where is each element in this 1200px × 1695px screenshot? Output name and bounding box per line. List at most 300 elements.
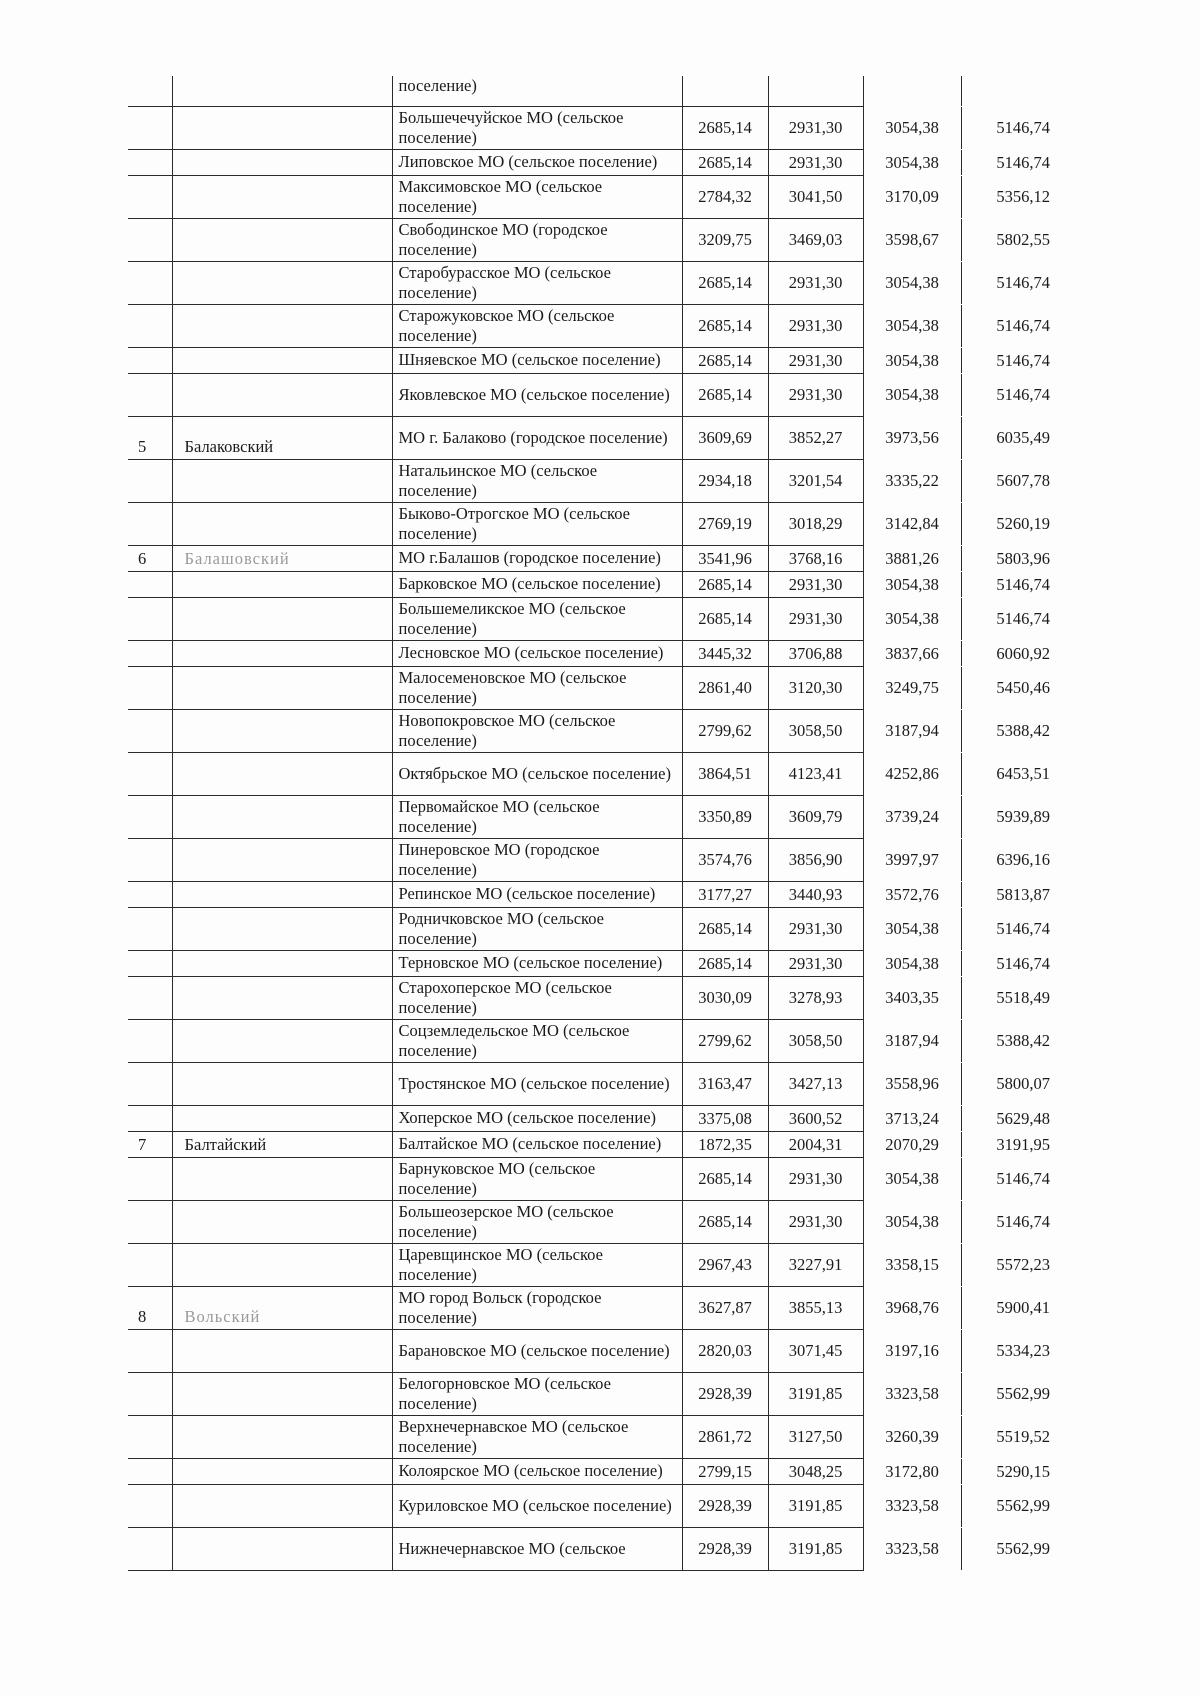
table-row bbox=[128, 459, 1056, 502]
municipality-name: Большемеликское МО (сельское поселение) bbox=[392, 597, 682, 640]
table-row bbox=[128, 76, 1056, 106]
value-cell-4: 5356,12 bbox=[961, 175, 1056, 218]
value-cell-4: 5803,96 bbox=[961, 545, 1056, 571]
value-cell-1: 2685,14 bbox=[682, 1200, 768, 1243]
district-name bbox=[172, 347, 392, 373]
table-row bbox=[128, 416, 1056, 459]
value-cell-4: 5334,23 bbox=[961, 1329, 1056, 1372]
district-name bbox=[172, 640, 392, 666]
value-cell-3: 3054,38 bbox=[863, 347, 961, 373]
value-cell-2: 2931,30 bbox=[768, 597, 863, 640]
district-name bbox=[172, 795, 392, 838]
municipality-name: Белогорновское МО (сельское поселение) bbox=[392, 1372, 682, 1415]
value-cell-3: 3054,38 bbox=[863, 1200, 961, 1243]
value-cell-4: 5146,74 bbox=[961, 1157, 1056, 1200]
table-row bbox=[128, 1286, 1056, 1329]
table-row bbox=[128, 950, 1056, 976]
district-name bbox=[172, 709, 392, 752]
value-cell-3: 3054,38 bbox=[863, 373, 961, 416]
table-row bbox=[128, 1019, 1056, 1062]
value-cell-3: 3323,58 bbox=[863, 1527, 961, 1570]
value-cell-3: 3968,76 bbox=[863, 1286, 961, 1329]
row-number bbox=[128, 218, 172, 261]
value-cell-2: 2004,31 bbox=[768, 1131, 863, 1157]
value-cell-1: 2685,14 bbox=[682, 571, 768, 597]
municipality-name: Пинеровское МО (городское поселение) bbox=[392, 838, 682, 881]
value-cell-4: 5388,42 bbox=[961, 1019, 1056, 1062]
district-name bbox=[172, 950, 392, 976]
municipality-name: Царевщинское МО (сельское поселение) bbox=[392, 1243, 682, 1286]
value-cell-1: 2934,18 bbox=[682, 459, 768, 502]
table-row bbox=[128, 1243, 1056, 1286]
row-number bbox=[128, 976, 172, 1019]
value-cell-1: 2769,19 bbox=[682, 502, 768, 545]
value-cell-1: 2799,62 bbox=[682, 1019, 768, 1062]
table-row bbox=[128, 709, 1056, 752]
value-cell-4: 5146,74 bbox=[961, 950, 1056, 976]
row-number bbox=[128, 175, 172, 218]
value-cell-2: 3127,50 bbox=[768, 1415, 863, 1458]
district-name bbox=[172, 838, 392, 881]
table-row bbox=[128, 218, 1056, 261]
value-cell-3: 3054,38 bbox=[863, 261, 961, 304]
table-row bbox=[128, 838, 1056, 881]
municipality-name: Яковлевское МО (сельское поселение) bbox=[392, 373, 682, 416]
value-cell-1: 3163,47 bbox=[682, 1062, 768, 1105]
value-cell-4: 5146,74 bbox=[961, 106, 1056, 149]
district-name bbox=[172, 881, 392, 907]
row-number bbox=[128, 1200, 172, 1243]
table-row bbox=[128, 1372, 1056, 1415]
value-cell-4: 5562,99 bbox=[961, 1527, 1056, 1570]
value-cell-4: 6060,92 bbox=[961, 640, 1056, 666]
municipality-name: Нижнечернавское МО (сельское bbox=[392, 1527, 682, 1570]
value-cell-2: 3058,50 bbox=[768, 709, 863, 752]
value-cell-4: 5813,87 bbox=[961, 881, 1056, 907]
row-number bbox=[128, 709, 172, 752]
district-name bbox=[172, 1329, 392, 1372]
district-name bbox=[172, 1527, 392, 1570]
row-number: 7 bbox=[128, 1131, 172, 1157]
value-cell-2: 3609,79 bbox=[768, 795, 863, 838]
value-cell-4: 5562,99 bbox=[961, 1372, 1056, 1415]
district-name bbox=[172, 666, 392, 709]
district-name: Вольский bbox=[172, 1286, 392, 1329]
value-cell-4: 5607,78 bbox=[961, 459, 1056, 502]
value-cell-2: 3469,03 bbox=[768, 218, 863, 261]
municipality-name: Натальинское МО (сельское поселение) bbox=[392, 459, 682, 502]
value-cell-1: 2685,14 bbox=[682, 106, 768, 149]
row-number bbox=[128, 1372, 172, 1415]
value-cell-1: 2685,14 bbox=[682, 1157, 768, 1200]
value-cell-3: 3054,38 bbox=[863, 597, 961, 640]
value-cell-4: 5146,74 bbox=[961, 907, 1056, 950]
row-number bbox=[128, 149, 172, 175]
row-number bbox=[128, 838, 172, 881]
row-number bbox=[128, 347, 172, 373]
municipality-name: Колоярское МО (сельское поселение) bbox=[392, 1458, 682, 1484]
table-row bbox=[128, 545, 1056, 571]
value-cell-2: 2931,30 bbox=[768, 950, 863, 976]
table-row bbox=[128, 149, 1056, 175]
value-cell-3: 3598,67 bbox=[863, 218, 961, 261]
district-name: Балтайский bbox=[172, 1131, 392, 1157]
value-cell-3: 3197,16 bbox=[863, 1329, 961, 1372]
value-cell-2: 3852,27 bbox=[768, 416, 863, 459]
value-cell-3: 3187,94 bbox=[863, 1019, 961, 1062]
value-cell-4: 6396,16 bbox=[961, 838, 1056, 881]
value-cell-2: 2931,30 bbox=[768, 1200, 863, 1243]
value-cell-4: 5146,74 bbox=[961, 149, 1056, 175]
value-cell-4: 3191,95 bbox=[961, 1131, 1056, 1157]
value-cell-4: 5900,41 bbox=[961, 1286, 1056, 1329]
municipality-name: Малосеменовское МО (сельское поселение) bbox=[392, 666, 682, 709]
district-name bbox=[172, 1105, 392, 1131]
value-cell-1: 3209,75 bbox=[682, 218, 768, 261]
municipality-name: МО г.Балашов (городское поселение) bbox=[392, 545, 682, 571]
value-cell-2: 3018,29 bbox=[768, 502, 863, 545]
value-cell-1: 2928,39 bbox=[682, 1527, 768, 1570]
value-cell-4 bbox=[961, 76, 1056, 106]
value-cell-1: 3445,32 bbox=[682, 640, 768, 666]
district-name bbox=[172, 1200, 392, 1243]
value-cell-3: 3881,26 bbox=[863, 545, 961, 571]
municipality-name: Старохоперское МО (сельское поселение) bbox=[392, 976, 682, 1019]
district-name bbox=[172, 1458, 392, 1484]
table-row bbox=[128, 347, 1056, 373]
value-cell-3: 3172,80 bbox=[863, 1458, 961, 1484]
district-name bbox=[172, 106, 392, 149]
value-cell-1: 3350,89 bbox=[682, 795, 768, 838]
value-cell-1: 3864,51 bbox=[682, 752, 768, 795]
municipality-name: Свободинское МО (городское поселение) bbox=[392, 218, 682, 261]
table-row bbox=[128, 752, 1056, 795]
value-cell-4: 5146,74 bbox=[961, 261, 1056, 304]
municipality-name: Быково-Отрогское МО (сельское поселение) bbox=[392, 502, 682, 545]
value-cell-1: 2799,62 bbox=[682, 709, 768, 752]
table-row bbox=[128, 502, 1056, 545]
value-cell-2: 2931,30 bbox=[768, 106, 863, 149]
value-cell-2: 3706,88 bbox=[768, 640, 863, 666]
value-cell-3: 3054,38 bbox=[863, 950, 961, 976]
row-number bbox=[128, 1019, 172, 1062]
row-number bbox=[128, 640, 172, 666]
table-row bbox=[128, 1458, 1056, 1484]
value-cell-1: 1872,35 bbox=[682, 1131, 768, 1157]
value-cell-2: 3856,90 bbox=[768, 838, 863, 881]
municipality-name: Хоперское МО (сельское поселение) bbox=[392, 1105, 682, 1131]
value-cell-3: 3335,22 bbox=[863, 459, 961, 502]
value-cell-1: 2861,40 bbox=[682, 666, 768, 709]
district-name bbox=[172, 571, 392, 597]
value-cell-3: 3837,66 bbox=[863, 640, 961, 666]
value-cell-3: 3973,56 bbox=[863, 416, 961, 459]
value-cell-2 bbox=[768, 76, 863, 106]
value-cell-4: 5572,23 bbox=[961, 1243, 1056, 1286]
table-row bbox=[128, 175, 1056, 218]
value-cell-1: 2928,39 bbox=[682, 1372, 768, 1415]
value-cell-3: 3054,38 bbox=[863, 149, 961, 175]
row-number bbox=[128, 795, 172, 838]
row-number bbox=[128, 106, 172, 149]
value-cell-4: 5450,46 bbox=[961, 666, 1056, 709]
value-cell-2: 2931,30 bbox=[768, 907, 863, 950]
value-cell-2: 3768,16 bbox=[768, 545, 863, 571]
value-cell-4: 5146,74 bbox=[961, 373, 1056, 416]
value-cell-4: 6035,49 bbox=[961, 416, 1056, 459]
value-cell-3 bbox=[863, 76, 961, 106]
row-number bbox=[128, 752, 172, 795]
value-cell-1: 2685,14 bbox=[682, 597, 768, 640]
value-cell-2: 3278,93 bbox=[768, 976, 863, 1019]
value-cell-1: 3030,09 bbox=[682, 976, 768, 1019]
row-number bbox=[128, 502, 172, 545]
value-cell-1: 3177,27 bbox=[682, 881, 768, 907]
value-cell-1: 2784,32 bbox=[682, 175, 768, 218]
value-cell-3: 2070,29 bbox=[863, 1131, 961, 1157]
value-cell-2: 2931,30 bbox=[768, 1157, 863, 1200]
value-cell-2: 3048,25 bbox=[768, 1458, 863, 1484]
table-row bbox=[128, 1415, 1056, 1458]
value-cell-1: 2685,14 bbox=[682, 950, 768, 976]
row-number bbox=[128, 1527, 172, 1570]
tariff-table bbox=[128, 76, 1056, 1571]
value-cell-2: 3427,13 bbox=[768, 1062, 863, 1105]
row-number bbox=[128, 1415, 172, 1458]
municipality-name: Старожуковское МО (сельское поселение) bbox=[392, 304, 682, 347]
value-cell-4: 5146,74 bbox=[961, 1200, 1056, 1243]
row-number bbox=[128, 304, 172, 347]
row-number bbox=[128, 1062, 172, 1105]
table-row bbox=[128, 795, 1056, 838]
table-row bbox=[128, 304, 1056, 347]
value-cell-3: 3054,38 bbox=[863, 106, 961, 149]
value-cell-2: 3600,52 bbox=[768, 1105, 863, 1131]
municipality-name: Первомайское МО (сельское поселение) bbox=[392, 795, 682, 838]
value-cell-1: 2685,14 bbox=[682, 347, 768, 373]
value-cell-1: 2685,14 bbox=[682, 261, 768, 304]
table-row bbox=[128, 640, 1056, 666]
value-cell-1: 2685,14 bbox=[682, 149, 768, 175]
municipality-name: Соцземледельское МО (сельское поселение) bbox=[392, 1019, 682, 1062]
district-name bbox=[172, 502, 392, 545]
value-cell-1: 2685,14 bbox=[682, 907, 768, 950]
district-name bbox=[172, 1157, 392, 1200]
municipality-name: Терновское МО (сельское поселение) bbox=[392, 950, 682, 976]
row-number bbox=[128, 261, 172, 304]
table-row bbox=[128, 1527, 1056, 1570]
table-row bbox=[128, 373, 1056, 416]
value-cell-1: 2967,43 bbox=[682, 1243, 768, 1286]
district-name bbox=[172, 459, 392, 502]
row-number bbox=[128, 1329, 172, 1372]
value-cell-3: 3249,75 bbox=[863, 666, 961, 709]
table-row bbox=[128, 1157, 1056, 1200]
value-cell-3: 3054,38 bbox=[863, 304, 961, 347]
value-cell-3: 3323,58 bbox=[863, 1484, 961, 1527]
value-cell-3: 3739,24 bbox=[863, 795, 961, 838]
district-name bbox=[172, 1019, 392, 1062]
value-cell-2: 3120,30 bbox=[768, 666, 863, 709]
municipality-name: Верхнечернавское МО (сельское поселение) bbox=[392, 1415, 682, 1458]
table-row bbox=[128, 1062, 1056, 1105]
district-name bbox=[172, 1415, 392, 1458]
table-row bbox=[128, 571, 1056, 597]
table-row bbox=[128, 666, 1056, 709]
value-cell-3: 3187,94 bbox=[863, 709, 961, 752]
district-name: Балашовский bbox=[172, 545, 392, 571]
value-cell-1: 2685,14 bbox=[682, 373, 768, 416]
row-number bbox=[128, 1243, 172, 1286]
district-name bbox=[172, 1484, 392, 1527]
row-number bbox=[128, 459, 172, 502]
municipality-name: Балтайское МО (сельское поселение) bbox=[392, 1131, 682, 1157]
district-name: Балаковский bbox=[172, 416, 392, 459]
value-cell-3: 4252,86 bbox=[863, 752, 961, 795]
row-number bbox=[128, 1157, 172, 1200]
value-cell-4: 5629,48 bbox=[961, 1105, 1056, 1131]
value-cell-4: 5802,55 bbox=[961, 218, 1056, 261]
municipality-name: Старобурасское МО (сельское поселение) bbox=[392, 261, 682, 304]
district-name bbox=[172, 373, 392, 416]
table-row bbox=[128, 106, 1056, 149]
table-row bbox=[128, 881, 1056, 907]
municipality-name: Тростянское МО (сельское поселение) bbox=[392, 1062, 682, 1105]
value-cell-3: 3142,84 bbox=[863, 502, 961, 545]
value-cell-3: 3558,96 bbox=[863, 1062, 961, 1105]
value-cell-4: 5562,99 bbox=[961, 1484, 1056, 1527]
value-cell-4: 5519,52 bbox=[961, 1415, 1056, 1458]
table-row bbox=[128, 1329, 1056, 1372]
value-cell-4: 5146,74 bbox=[961, 571, 1056, 597]
row-number bbox=[128, 571, 172, 597]
municipality-name: МО город Вольск (городское поселение) bbox=[392, 1286, 682, 1329]
district-name bbox=[172, 1243, 392, 1286]
municipality-name: Барановское МО (сельское поселение) bbox=[392, 1329, 682, 1372]
value-cell-2: 2931,30 bbox=[768, 304, 863, 347]
table-row bbox=[128, 1200, 1056, 1243]
row-number: 8 bbox=[128, 1286, 172, 1329]
row-number bbox=[128, 907, 172, 950]
value-cell-4: 5800,07 bbox=[961, 1062, 1056, 1105]
municipality-name: Шняевское МО (сельское поселение) bbox=[392, 347, 682, 373]
value-cell-4: 6453,51 bbox=[961, 752, 1056, 795]
district-name bbox=[172, 907, 392, 950]
municipality-name: Октябрьское МО (сельское поселение) bbox=[392, 752, 682, 795]
value-cell-4: 5146,74 bbox=[961, 347, 1056, 373]
district-name bbox=[172, 304, 392, 347]
table-row bbox=[128, 976, 1056, 1019]
value-cell-1: 2820,03 bbox=[682, 1329, 768, 1372]
district-name bbox=[172, 149, 392, 175]
value-cell-1: 2799,15 bbox=[682, 1458, 768, 1484]
municipality-name: Липовское МО (сельское поселение) bbox=[392, 149, 682, 175]
table-row bbox=[128, 597, 1056, 640]
district-name bbox=[172, 1062, 392, 1105]
value-cell-1 bbox=[682, 76, 768, 106]
municipality-name: Барнуковское МО (сельское поселение) bbox=[392, 1157, 682, 1200]
value-cell-2: 2931,30 bbox=[768, 347, 863, 373]
table-body bbox=[128, 76, 1056, 1570]
municipality-name: МО г. Балаково (городское поселение) bbox=[392, 416, 682, 459]
value-cell-3: 3054,38 bbox=[863, 1157, 961, 1200]
value-cell-2: 3191,85 bbox=[768, 1527, 863, 1570]
district-name bbox=[172, 218, 392, 261]
row-number: 5 bbox=[128, 416, 172, 459]
value-cell-2: 2931,30 bbox=[768, 571, 863, 597]
value-cell-4: 5939,89 bbox=[961, 795, 1056, 838]
value-cell-3: 3170,09 bbox=[863, 175, 961, 218]
value-cell-4: 5290,15 bbox=[961, 1458, 1056, 1484]
value-cell-2: 4123,41 bbox=[768, 752, 863, 795]
district-name bbox=[172, 597, 392, 640]
row-number bbox=[128, 666, 172, 709]
table-row bbox=[128, 907, 1056, 950]
municipality-name: Большечечуйское МО (сельское поселение) bbox=[392, 106, 682, 149]
municipality-name: Новопокровское МО (сельское поселение) bbox=[392, 709, 682, 752]
row-number: 6 bbox=[128, 545, 172, 571]
value-cell-1: 3541,96 bbox=[682, 545, 768, 571]
value-cell-3: 3997,97 bbox=[863, 838, 961, 881]
municipality-name: Родничковское МО (сельское поселение) bbox=[392, 907, 682, 950]
row-number bbox=[128, 881, 172, 907]
municipality-name: Репинское МО (сельское поселение) bbox=[392, 881, 682, 907]
row-number bbox=[128, 76, 172, 106]
municipality-name: Куриловское МО (сельское поселение) bbox=[392, 1484, 682, 1527]
value-cell-3: 3572,76 bbox=[863, 881, 961, 907]
value-cell-3: 3403,35 bbox=[863, 976, 961, 1019]
value-cell-3: 3054,38 bbox=[863, 907, 961, 950]
row-number bbox=[128, 373, 172, 416]
value-cell-2: 3041,50 bbox=[768, 175, 863, 218]
row-number bbox=[128, 597, 172, 640]
value-cell-2: 3201,54 bbox=[768, 459, 863, 502]
value-cell-2: 2931,30 bbox=[768, 373, 863, 416]
value-cell-2: 3058,50 bbox=[768, 1019, 863, 1062]
value-cell-1: 2928,39 bbox=[682, 1484, 768, 1527]
value-cell-1: 2861,72 bbox=[682, 1415, 768, 1458]
municipality-name: Лесновское МО (сельское поселение) bbox=[392, 640, 682, 666]
row-number bbox=[128, 1458, 172, 1484]
value-cell-1: 3609,69 bbox=[682, 416, 768, 459]
value-cell-3: 3323,58 bbox=[863, 1372, 961, 1415]
row-number bbox=[128, 1105, 172, 1131]
table-row bbox=[128, 1105, 1056, 1131]
value-cell-1: 2685,14 bbox=[682, 304, 768, 347]
value-cell-2: 3855,13 bbox=[768, 1286, 863, 1329]
value-cell-4: 5388,42 bbox=[961, 709, 1056, 752]
district-name bbox=[172, 261, 392, 304]
value-cell-4: 5146,74 bbox=[961, 597, 1056, 640]
value-cell-3: 3713,24 bbox=[863, 1105, 961, 1131]
municipality-name: Максимовское МО (сельское поселение) bbox=[392, 175, 682, 218]
value-cell-3: 3358,15 bbox=[863, 1243, 961, 1286]
table-row bbox=[128, 1131, 1056, 1157]
value-cell-2: 3191,85 bbox=[768, 1372, 863, 1415]
district-name bbox=[172, 752, 392, 795]
district-name bbox=[172, 76, 392, 106]
value-cell-4: 5146,74 bbox=[961, 304, 1056, 347]
municipality-name: Барковское МО (сельское поселение) bbox=[392, 571, 682, 597]
value-cell-2: 3191,85 bbox=[768, 1484, 863, 1527]
value-cell-3: 3054,38 bbox=[863, 571, 961, 597]
value-cell-2: 2931,30 bbox=[768, 149, 863, 175]
value-cell-2: 3440,93 bbox=[768, 881, 863, 907]
value-cell-2: 3071,45 bbox=[768, 1329, 863, 1372]
value-cell-2: 2931,30 bbox=[768, 261, 863, 304]
district-name bbox=[172, 175, 392, 218]
district-name bbox=[172, 1372, 392, 1415]
